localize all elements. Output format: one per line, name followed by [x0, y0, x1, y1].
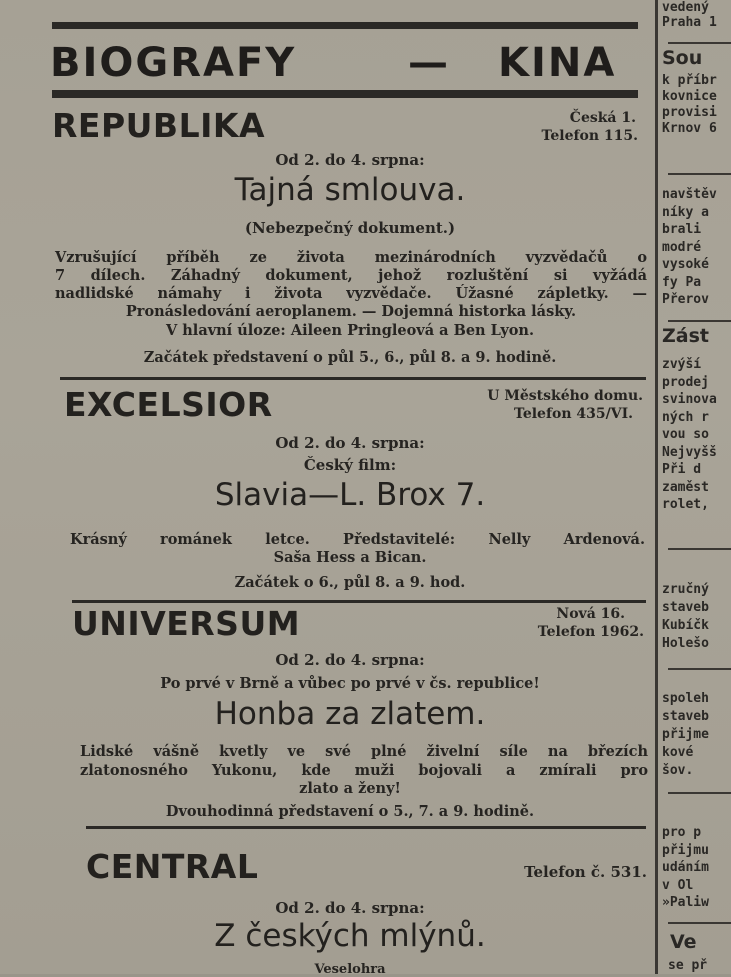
central-dates: Od 2. do 4. srpna: [275, 899, 425, 917]
side-text-block: zručný staveb Kubíčk Holešo [662, 582, 709, 651]
masthead-right: KINA [498, 40, 617, 86]
masthead-top-rule [52, 22, 638, 29]
republika-desc-line-3: nadlidské námahy i života vyzvědače. Úžasné zápletky. — [55, 285, 647, 302]
side-rule [668, 668, 731, 670]
republika-phone: Telefon 115. [541, 128, 638, 144]
republika-showtimes: Začátek představení o půl 5., 6., půl 8. a 9. hodině. [143, 349, 557, 366]
excelsior-phone: Telefon 435/VI. [514, 406, 633, 422]
universum-desc-line-2: zlatonosného Yukonu, kde muži bojovali a zmírali pro [80, 762, 648, 779]
republika-film-title: Tajná smlouva. [234, 172, 466, 208]
side-rule [668, 922, 731, 924]
side-text-block: spoleh staveb přijme kové šov. [662, 691, 709, 778]
universum-address: Nová 16. [556, 606, 625, 622]
side-heading: Ve [670, 932, 697, 952]
cinema-name-excelsior: EXCELSIOR [64, 385, 273, 424]
cinema-name-universum: UNIVERSUM [72, 604, 301, 643]
universum-showtimes: Dvouhodinná představení o 5., 7. a 9. hodině. [165, 803, 535, 820]
side-rule [668, 792, 731, 794]
excelsior-desc-line-2: Saša Hess a Bican. [273, 549, 427, 566]
section-rule [72, 600, 646, 603]
universum-desc-line-3: zlato a ženy! [299, 780, 401, 797]
excelsior-subtitle: Český film: [303, 456, 397, 474]
side-text-block: pro p přijmu udáním v Ol »Paliw [662, 825, 709, 910]
republika-desc-line-1: Vzrušující příběh ze života mezinárodních vyzvědačů o [55, 249, 647, 266]
side-text-block: navštěv níky a brali modré vysoké fy Pa Přerov [662, 187, 717, 307]
masthead [50, 40, 640, 88]
universum-film-title: Honba za zlatem. [214, 696, 486, 732]
universum-dates: Od 2. do 4. srpna: [275, 651, 425, 669]
side-rule [668, 173, 731, 175]
excelsior-address: U Městského domu. [487, 388, 643, 404]
side-rule [668, 42, 731, 44]
side-heading: Sou [662, 48, 703, 68]
side-text-block: zvýší prodej svinova ných r vou so Nejvyšš Při d zaměst rolet, [662, 357, 717, 512]
masthead-dash: — [408, 40, 450, 86]
side-rule [668, 548, 731, 550]
republika-desc-line-4: Pronásledování aeroplanem. — Dojemná historka lásky. [125, 303, 577, 320]
central-partial-line: Veselohra [314, 962, 386, 977]
column-divider [655, 0, 658, 974]
republika-subtitle: (Nebezpečný dokument.) [244, 219, 456, 237]
side-text-block: vedený Praha 1 [662, 0, 717, 30]
republika-dates: Od 2. do 4. srpna: [275, 151, 425, 169]
universum-desc-line-1: Lidské vášně kvetly ve své plné živelní síle na březích [80, 743, 648, 760]
excelsior-desc-line-1: Krásný románek letce. Představitelé: Nelly Ardenová. [70, 531, 645, 548]
side-heading: Zást [662, 326, 709, 346]
central-phone: Telefon č. 531. [524, 863, 647, 881]
universum-subtitle: Po prvé v Brně a vůbec po prvé v čs. republice! [160, 675, 540, 692]
universum-phone: Telefon 1962. [537, 624, 644, 640]
excelsior-showtimes: Začátek o 6., půl 8. a 9. hod. [234, 574, 466, 591]
republika-cast: V hlavní úloze: Aileen Pringleová a Ben Lyon. [165, 322, 535, 339]
side-text-block: se př [668, 958, 708, 973]
section-rule [86, 826, 646, 829]
excelsior-dates: Od 2. do 4. srpna: [275, 434, 425, 452]
central-film-title: Z českých mlýnů. [214, 918, 486, 954]
side-text-block: k příbr kovnice provisi Krnov 6 [662, 73, 717, 136]
section-rule [60, 377, 646, 380]
republika-desc-line-2: 7 dílech. Záhadný dokument, jehož rozluštění si vyžádá [55, 267, 647, 284]
cinema-name-central: CENTRAL [86, 847, 259, 886]
excelsior-film-title: Slavia—L. Brox 7. [214, 477, 486, 513]
side-rule [668, 320, 731, 322]
masthead-bottom-rule [52, 90, 638, 98]
republika-address: Česká 1. [569, 110, 636, 126]
cinema-name-republika: REPUBLIKA [52, 106, 266, 145]
masthead-left: BIOGRAFY [50, 40, 297, 86]
